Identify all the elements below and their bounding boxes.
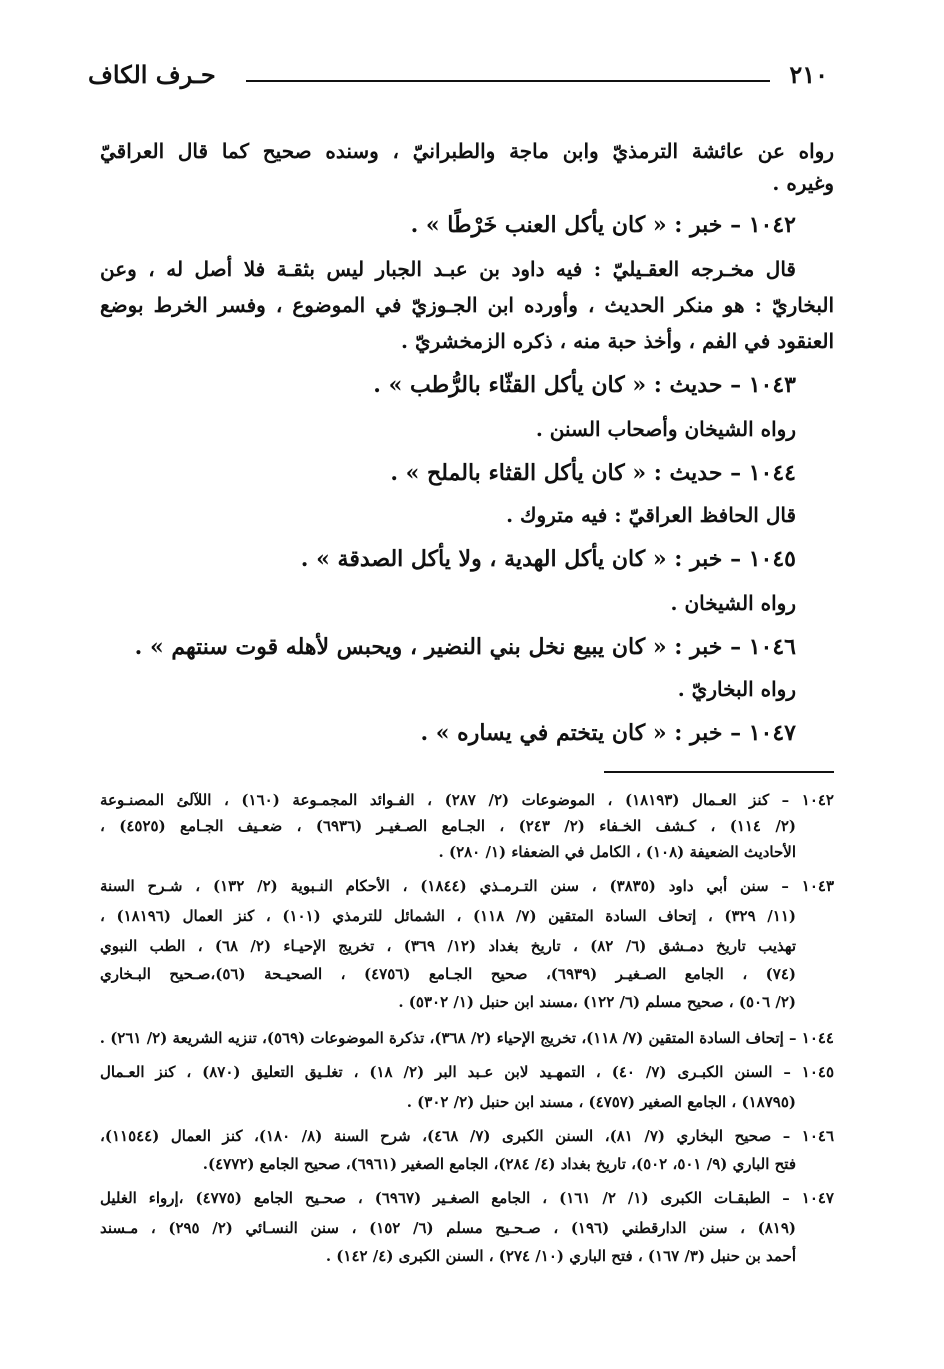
entry-heading: ١٠٤٣ – حديث : « كان يأكل القثّاء بالرُّطب » . xyxy=(373,372,796,398)
footnote-line: ١٠٤٤ – إتحاف السادة المتقين (٧/ ١١٨)، تخريج الإحياء (٢/ ٣٦٨)، تذكرة الموضوعات (٥٦٩)، تنزيه الشريعة (٢/ ٢٦١) . xyxy=(99,1029,834,1047)
text-line: رواه الشيخان وأصحاب السنن . xyxy=(535,417,796,441)
footnote-line: (٧٤) ، الجامع الصـغيـر (٦٩٣٩)، صحيح الجـامع (٤٧٥٦) ، الصحيـحة (٥٦)،صـحيح البـخاري xyxy=(100,965,796,983)
text-line: وغيره . xyxy=(772,171,834,195)
text-line: البخاريّ : هو منكر الحديث ، وأورده ابن الجـوزيّ في الموضوع ، وفسر الخرط بوضع xyxy=(100,293,834,317)
entry-heading: ١٠٤٢ – خبر : « كان يأكل العنب خَرْطًا » . xyxy=(410,212,796,238)
footnote-line: أحمد بن حنبل (٣/ ١٦٧) ، فتح الباري (١٠/ ٢٧٤) ، السنن الكبرى (٤/ ١٤٢) . xyxy=(325,1247,796,1265)
entry-heading: ١٠٤٦ – خبر : « كان يبيع نخل بني النضير ، ويحبس لأهله قوت سنتهم » . xyxy=(134,634,796,660)
footnote-line: (١١/ ٣٢٩) ، إتحاف السادة المتقين (٧/ ١١٨) ، الشمائل للترمذي (١٠١) ، كنز العمال (١٨١٩٦) ، xyxy=(100,907,796,925)
entry-heading: ١٠٤٥ – خبر : « كان يأكل الهدية ، ولا يأكل الصدقة » . xyxy=(300,546,796,572)
footnote-line: ١٠٤٧ – الطبقـات الكبرى (١/ ٢/ ١٦١) ، الجامع الصغـير (٦٩٦٧) ، صحـيح الجامع (٤٧٧٥) ،إرواء الغليل xyxy=(100,1189,834,1207)
footnote-line: (٢/ ٥٠٦) ، صحيح مسلم (٦/ ١٢٢) ،مسند ابن حنبل (١/ ٥٣٠٢) . xyxy=(398,993,796,1011)
footnote-line: تهذيب تاريخ دمـشق (٦/ ٨٢) ، تاريخ بغداد (١٢/ ٣٦٩) ، تخريج الإحيـاء (٢/ ٦٨) ، الطب النبوي xyxy=(100,937,797,955)
text-line: قال الحافظ العراقيّ : فيه متروك . xyxy=(506,503,796,527)
text-line: رواه عن عائشة الترمذيّ وابن ماجة والطبرانيّ ، وسنده صحيح كما قال العراقيّ xyxy=(100,139,834,163)
footnote-line: ١٠٤٢ – كنز العـمال (١٨١٩٣) ، الموضوعات (٢/ ٢٨٧) ، الفـوائد المجمـوعة (١٦٠) ، اللآلئ المصنـوعة xyxy=(100,791,834,809)
entry-heading: ١٠٤٤ – حديث : « كان يأكل القثاء بالملح » . xyxy=(390,460,796,486)
footnote-line: ١٠٤٣ – سنن أبي داود (٣٨٣٥) ، سنن التـرمـذي (١٨٤٤) ، الأحكام النـبوية (٢/ ١٣٢) ، شـرح السنة xyxy=(100,877,835,895)
footnote-line: ١٠٤٦ – صحيح البخاري (٧/ ٨١)، السنن الكبرى (٧/ ٤٦٨)، شرح السنة (٨/ ١٨٠)، كنز العمال (١١٥٤٤)، xyxy=(100,1127,835,1145)
entry-heading: ١٠٤٧ – خبر : « كان يتختم في يساره » . xyxy=(420,720,796,746)
page-number: ٢١٠ xyxy=(789,60,828,89)
running-title: حـرف الكاف xyxy=(88,60,216,89)
text-line: رواه البخاريّ . xyxy=(677,677,796,701)
footnote-line: فتح الباري (٩/ ٥٠١، ٥٠٢)، تاريخ بغداد (٤/ ٢٨٤)، الجامع الصغير (٦٩٦١)، صحيح الجامع (٤٧٧٢). xyxy=(202,1155,796,1173)
text-line: قال مخـرجه العقـيليّ : فيه داود بن عبـد الجبار ليس بثقـة فلا أصل له ، وعن xyxy=(100,257,796,281)
footnote-line: الأحاديث الضعيفة (١٠٨) ، الكامل في الضعفاء (١/ ٢٨٠) . xyxy=(438,843,796,861)
text-line: العنقود في الفم ، وأخذ حبة منه ، ذكره الزمخشريّ . xyxy=(401,329,834,353)
footnote-line: (١٨٧٩٥) ، الجامع الصغير (٤٧٥٧) ، مسند ابن حنبل (٢/ ٣٠٢) . xyxy=(406,1093,796,1111)
footnote-line: ١٠٤٥ – السنن الكبـرى (٧/ ٤٠) ، التمهـيد لابن عـبد البر (٢/ ١٨) ، تغلـيق التعليق (٨٧٠) ، كنز العـمال xyxy=(100,1063,835,1081)
footnote-line: (٢/ ١١٤) ، كـشف الخـفاء (٢/ ٢٤٣) ، الجـامع الصـغيـر (٦٩٣٦) ، ضعـيف الجـامع (٤٥٢٥) ، xyxy=(100,817,797,835)
footnote-line: (٨١٩) ، سنن الدارقطني (١٩٦) ، صـحـيح مسلم (٦/ ١٥٢) ، سنن النسـائي (٢/ ٢٩٥) ، مـسند xyxy=(100,1219,797,1237)
text-line: رواه الشيخان . xyxy=(670,591,796,615)
